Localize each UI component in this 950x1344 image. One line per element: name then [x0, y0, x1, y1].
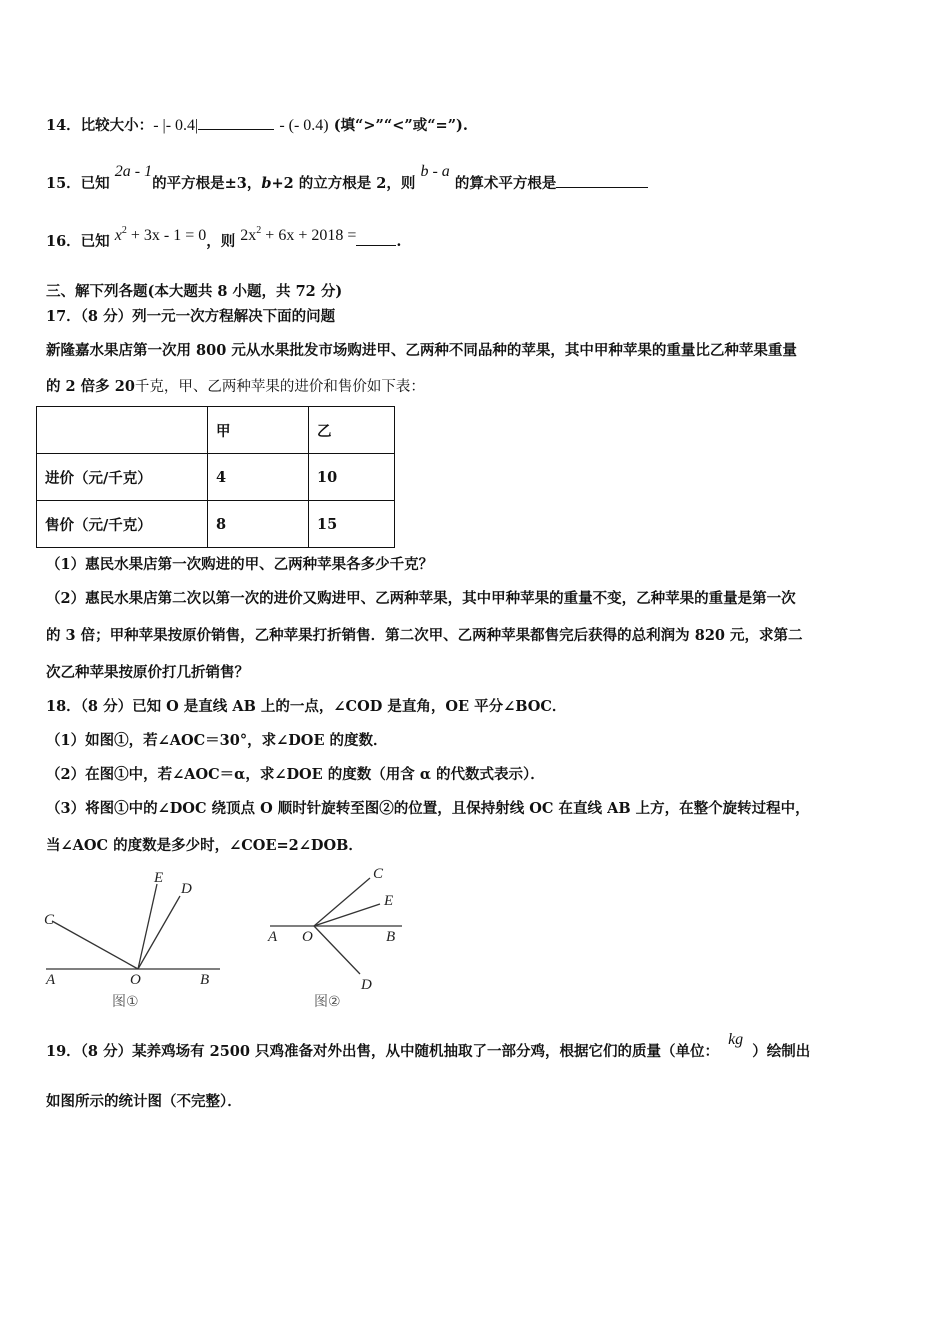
- fig2-ray-oc: [314, 878, 370, 926]
- table-cell: 进价（元/千克）: [37, 454, 208, 501]
- figure-1: [40, 866, 230, 1016]
- fig1-label-a: A: [46, 972, 56, 988]
- q15-expr1: 2a - 1: [114, 163, 153, 180]
- q15-text1: 的平方根是±3，: [152, 175, 262, 192]
- q17-title: 17．（8 分）列一元一次方程解决下面的问题: [46, 308, 336, 325]
- q19-line1: [46, 1031, 811, 1061]
- q17-sub2-line3: 次乙种苹果按原价打几折销售？: [46, 664, 249, 681]
- table-cell: 8: [208, 501, 309, 548]
- q15-expr2: b - a: [420, 163, 450, 180]
- fig2-label-e: E: [384, 893, 394, 909]
- fig2-caption: 图②: [314, 994, 341, 1010]
- fig1-label-b: B: [200, 972, 210, 988]
- table-header-cell: 乙: [309, 407, 395, 454]
- q16-mid: ，则: [206, 233, 236, 250]
- fig1-ray-oe: [138, 884, 157, 969]
- table-cell: 15: [309, 501, 395, 548]
- q15-text3: 的算术平方根是: [454, 175, 557, 192]
- table-row: [37, 454, 395, 501]
- table-header-cell: 甲: [208, 407, 309, 454]
- q14-prefix: 14．比较大小：: [46, 117, 154, 134]
- q16-end: .: [396, 233, 402, 250]
- q16-equation1: [115, 227, 206, 244]
- q19-text1: 19．（8 分）某养鸡场有 2500 只鸡准备对外出售，从中随机抽取了一部分鸡，根据它们的质量（单位：: [46, 1043, 720, 1060]
- fig1-label-o: O: [130, 972, 141, 988]
- fig2-label-b: B: [386, 929, 396, 945]
- fig1-caption: 图①: [112, 994, 139, 1010]
- q16-equation2: [240, 227, 356, 244]
- fig1-label-c: C: [44, 912, 55, 928]
- q17-intro2-bold: 的 2 倍多 20: [46, 378, 135, 395]
- table-row: [37, 501, 395, 548]
- q16-eq1-rest: + 3x - 1 = 0: [126, 227, 207, 244]
- fig2-ray-od: [314, 926, 360, 974]
- fig2-label-d: D: [361, 977, 372, 993]
- q16-eq2-x: 2x: [240, 227, 257, 244]
- question-15: [46, 163, 648, 193]
- q16-eq1-sup: 2: [121, 225, 127, 236]
- q19-text2: ）绘制出: [752, 1043, 811, 1060]
- section-3-heading: 三、解下列各题(本大题共 8 小题，共 72 分): [46, 283, 343, 300]
- fig1-label-e: E: [154, 870, 164, 886]
- figure-2: [262, 862, 412, 1012]
- q15-answer-blank[interactable]: [556, 186, 648, 188]
- table-header-cell: [37, 407, 208, 454]
- q18-sub3-line1: （3）将图①中的∠DOC 绕顶点 O 顺时针旋转至图②的位置，且保持射线 OC 在直线 AB 上方，在整个旋转过程中，: [46, 800, 810, 817]
- q16-eq2-rest: + 6x + 2018 =: [261, 227, 357, 244]
- q17-sub1: （1）惠民水果店第一次购进的甲、乙两种苹果各多少千克？: [46, 556, 434, 573]
- q18-sub3-line2: 当∠AOC 的度数是多少时，∠COE=2∠DOB．: [46, 837, 363, 854]
- q17-intro-line2: [46, 375, 425, 396]
- q18-sub1: （1）如图①，若∠AOC＝30°，求∠DOE 的度数．: [46, 732, 388, 749]
- price-table: [36, 406, 395, 548]
- question-14: [46, 114, 468, 135]
- q16-answer-blank[interactable]: [356, 244, 396, 246]
- q19-unit: kg: [728, 1031, 744, 1048]
- q15-var-b: b: [261, 175, 272, 192]
- q16-eq1-x: x: [114, 227, 122, 244]
- q17-sub2-line2: 的 3 倍；甲种苹果按原价销售，乙种苹果打折销售．第二次甲、乙两种苹果都售完后获得的总利润为 820 元，求第二: [46, 627, 803, 644]
- q14-expr-right: - (- 0.4): [279, 117, 329, 134]
- fig1-ray-od: [138, 896, 180, 969]
- table-cell: 4: [208, 454, 309, 501]
- q18-title: 18．（8 分）已知 O 是直线 AB 上的一点，∠COD 是直角，OE 平分∠BOC．: [46, 698, 567, 715]
- table-cell: 售价（元/千克）: [37, 501, 208, 548]
- fig2-label-c: C: [373, 866, 384, 882]
- q15-text2: +2 的立方根是 2，则: [271, 175, 416, 192]
- q17-intro2-normal: 千克，甲、乙两种苹果的进价和售价如下表：: [134, 379, 425, 395]
- q17-sub2-line1: （2）惠民水果店第二次以第一次的进价又购进甲、乙两种苹果，其中甲种苹果的重量不变，乙种苹果的重量是第一次: [46, 590, 796, 607]
- fig2-label-a: A: [268, 929, 278, 945]
- q15-prefix: 15．已知: [46, 175, 110, 192]
- table-cell: 10: [309, 454, 395, 501]
- fig1-label-d: D: [181, 881, 192, 897]
- fig1-ray-oc: [52, 921, 138, 969]
- q16-eq2-sup: 2: [256, 225, 262, 236]
- fig2-ray-oe: [314, 904, 380, 926]
- q14-suffix: (填“>”“<”或“=”).: [333, 117, 468, 134]
- question-16: [46, 225, 402, 251]
- q14-answer-blank[interactable]: [198, 128, 274, 130]
- q19-line2: 如图所示的统计图（不完整）．: [46, 1093, 242, 1110]
- q16-prefix: 16．已知: [46, 233, 110, 250]
- q17-intro-line1: 新隆嘉水果店第一次用 800 元从水果批发市场购进甲、乙两种不同品种的苹果，其中甲种苹果的重量比乙种苹果重量: [46, 342, 797, 359]
- q14-expr-left: - |- 0.4|: [153, 117, 199, 134]
- fig2-label-o: O: [302, 929, 313, 945]
- table-header-row: [37, 407, 395, 454]
- q18-sub2: （2）在图①中，若∠AOC＝α，求∠DOE 的度数（用含 α 的代数式表示）．: [46, 766, 545, 783]
